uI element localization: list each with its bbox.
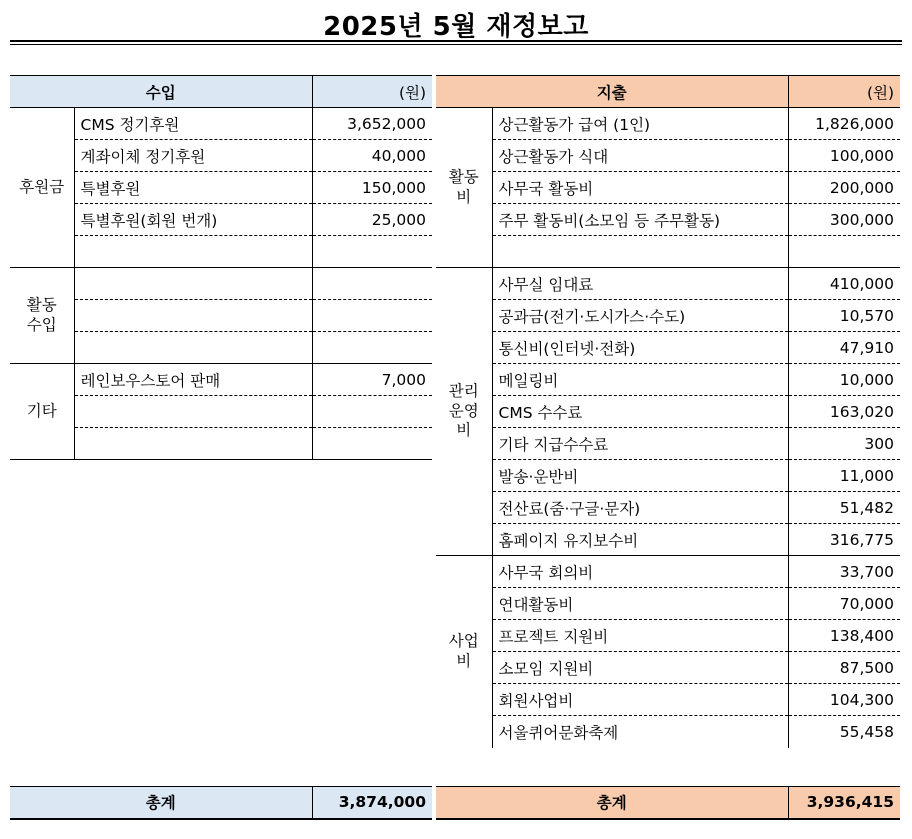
item-amount: 200,000	[788, 172, 900, 204]
item-amount: 51,482	[788, 492, 900, 524]
empty-cell	[74, 300, 312, 332]
item-amount: 10,000	[788, 364, 900, 396]
item-name: 기타 지급수수료	[492, 428, 788, 460]
table-row	[436, 300, 900, 332]
expense-total-amount: 3,936,415	[788, 787, 900, 819]
item-name: 회원사업비	[492, 684, 788, 716]
income-category-activity	[10, 268, 74, 364]
empty-cell	[312, 428, 432, 460]
item-amount: 3,652,000	[312, 108, 432, 140]
item-name: CMS 수수료	[492, 396, 788, 428]
title-rule-thick	[10, 40, 902, 42]
item-name: 사무국 활동비	[492, 172, 788, 204]
item-amount: 10,570	[788, 300, 900, 332]
category-line: 활동	[26, 296, 57, 315]
table-row	[436, 684, 900, 716]
income-total-table	[10, 786, 432, 820]
income-total-amount: 3,874,000	[312, 787, 432, 819]
expense-total-table	[436, 786, 900, 820]
item-name: 사무실 임대료	[492, 268, 788, 300]
table-row	[436, 492, 900, 524]
table-row	[436, 716, 900, 748]
income-header-row	[10, 76, 432, 108]
table-row-empty	[10, 300, 432, 332]
item-amount: 47,910	[788, 332, 900, 364]
item-amount: 33,700	[788, 556, 900, 588]
item-name: 프로젝트 지원비	[492, 620, 788, 652]
expense-header-unit: (원)	[788, 76, 900, 108]
item-name: 레인보우스토어 판매	[74, 364, 312, 396]
expense-total-row	[436, 787, 900, 819]
item-name: 홈페이지 유지보수비	[492, 524, 788, 556]
item-name: 발송·운반비	[492, 460, 788, 492]
income-total-label: 총계	[10, 787, 312, 819]
table-row	[436, 460, 900, 492]
item-amount: 1,826,000	[788, 108, 900, 140]
item-name: 연대활동비	[492, 588, 788, 620]
item-name: 소모임 지원비	[492, 652, 788, 684]
table-row	[436, 172, 900, 204]
item-name: 전산료(줌·구글·문자)	[492, 492, 788, 524]
title-rule-thin	[10, 44, 902, 45]
item-amount: 163,020	[788, 396, 900, 428]
table-row	[436, 652, 900, 684]
item-amount: 316,775	[788, 524, 900, 556]
expense-header-label: 지출	[436, 76, 788, 108]
item-name: 상근활동가 식대	[492, 140, 788, 172]
report-title: 2025년 5월 재정보고	[323, 12, 589, 42]
table-row	[436, 108, 900, 140]
table-row	[436, 204, 900, 236]
table-row	[10, 172, 432, 204]
item-amount: 138,400	[788, 620, 900, 652]
item-amount: 55,458	[839, 722, 895, 741]
item-amount: 11,000	[788, 460, 900, 492]
category-line: 수입	[26, 315, 57, 334]
item-name: 계좌이체 정기후원	[74, 140, 312, 172]
item-amount: 40,000	[312, 140, 432, 172]
empty-cell	[312, 300, 432, 332]
income-table	[10, 75, 432, 460]
table-row	[436, 620, 900, 652]
income-total-row	[10, 787, 432, 819]
item-name: 주무 활동비(소모임 등 주무활동)	[492, 204, 788, 236]
table-row	[10, 364, 432, 396]
item-name: 공과금(전기·도시가스·수도)	[492, 300, 788, 332]
expense-table	[436, 75, 900, 748]
expense-category-activity: 활동비	[436, 108, 492, 268]
item-name: CMS 정기후원	[74, 108, 312, 140]
empty-cell	[788, 236, 900, 268]
item-amount: 87,500	[788, 652, 900, 684]
expense-total-label: 총계	[436, 787, 788, 819]
table-row-empty	[10, 268, 432, 300]
item-name: 상근활동가 급여 (1인)	[492, 108, 788, 140]
item-amount: 25,000	[312, 204, 432, 236]
item-name: 특별후원(회원 번개)	[74, 204, 312, 236]
empty-cell	[312, 236, 432, 268]
category-line: 운영	[448, 401, 479, 420]
empty-cell	[312, 268, 432, 300]
expense-header-row	[436, 76, 900, 108]
empty-cell	[74, 236, 312, 268]
income-category-other: 기타	[10, 364, 74, 460]
empty-cell	[312, 332, 432, 364]
expense-category-projects: 사업비	[436, 556, 492, 748]
empty-cell	[492, 236, 788, 268]
table-row	[436, 396, 900, 428]
item-amount: 100,000	[788, 140, 900, 172]
empty-cell	[74, 428, 312, 460]
item-amount: 410,000	[788, 268, 900, 300]
expense-category-operations	[436, 268, 492, 556]
empty-cell	[74, 268, 312, 300]
table-row	[436, 556, 900, 588]
item-name: 통신비(인터넷·전화)	[492, 332, 788, 364]
table-row	[436, 140, 900, 172]
table-row	[10, 108, 432, 140]
table-row-empty	[436, 236, 900, 268]
item-amount: 7,000	[312, 364, 432, 396]
table-row	[436, 268, 900, 300]
table-row	[436, 428, 900, 460]
empty-cell	[74, 396, 312, 428]
empty-cell	[74, 332, 312, 364]
table-row	[10, 140, 432, 172]
table-row	[10, 204, 432, 236]
item-name: 사무국 회의비	[492, 556, 788, 588]
category-line: 관리	[448, 382, 479, 401]
item-amount: 70,000	[788, 588, 900, 620]
item-amount: 300,000	[788, 204, 900, 236]
table-row	[436, 364, 900, 396]
income-category-donation: 후원금	[10, 108, 74, 268]
item-amount: 150,000	[312, 172, 432, 204]
income-header-unit: (원)	[312, 76, 432, 108]
table-row-empty	[10, 236, 432, 268]
table-row-empty	[10, 428, 432, 460]
table-row	[436, 332, 900, 364]
empty-cell	[312, 396, 432, 428]
category-line: 비	[456, 421, 472, 440]
item-amount: 104,300	[788, 684, 900, 716]
item-name: 특별후원	[74, 172, 312, 204]
item-name: 메일링비	[492, 364, 788, 396]
item-amount: 300	[788, 428, 900, 460]
table-row	[436, 588, 900, 620]
income-header-label: 수입	[10, 76, 312, 108]
table-row	[436, 524, 900, 556]
table-row-empty	[10, 332, 432, 364]
item-name: 서울퀴어문화축제	[492, 716, 788, 748]
table-row-empty	[10, 396, 432, 428]
